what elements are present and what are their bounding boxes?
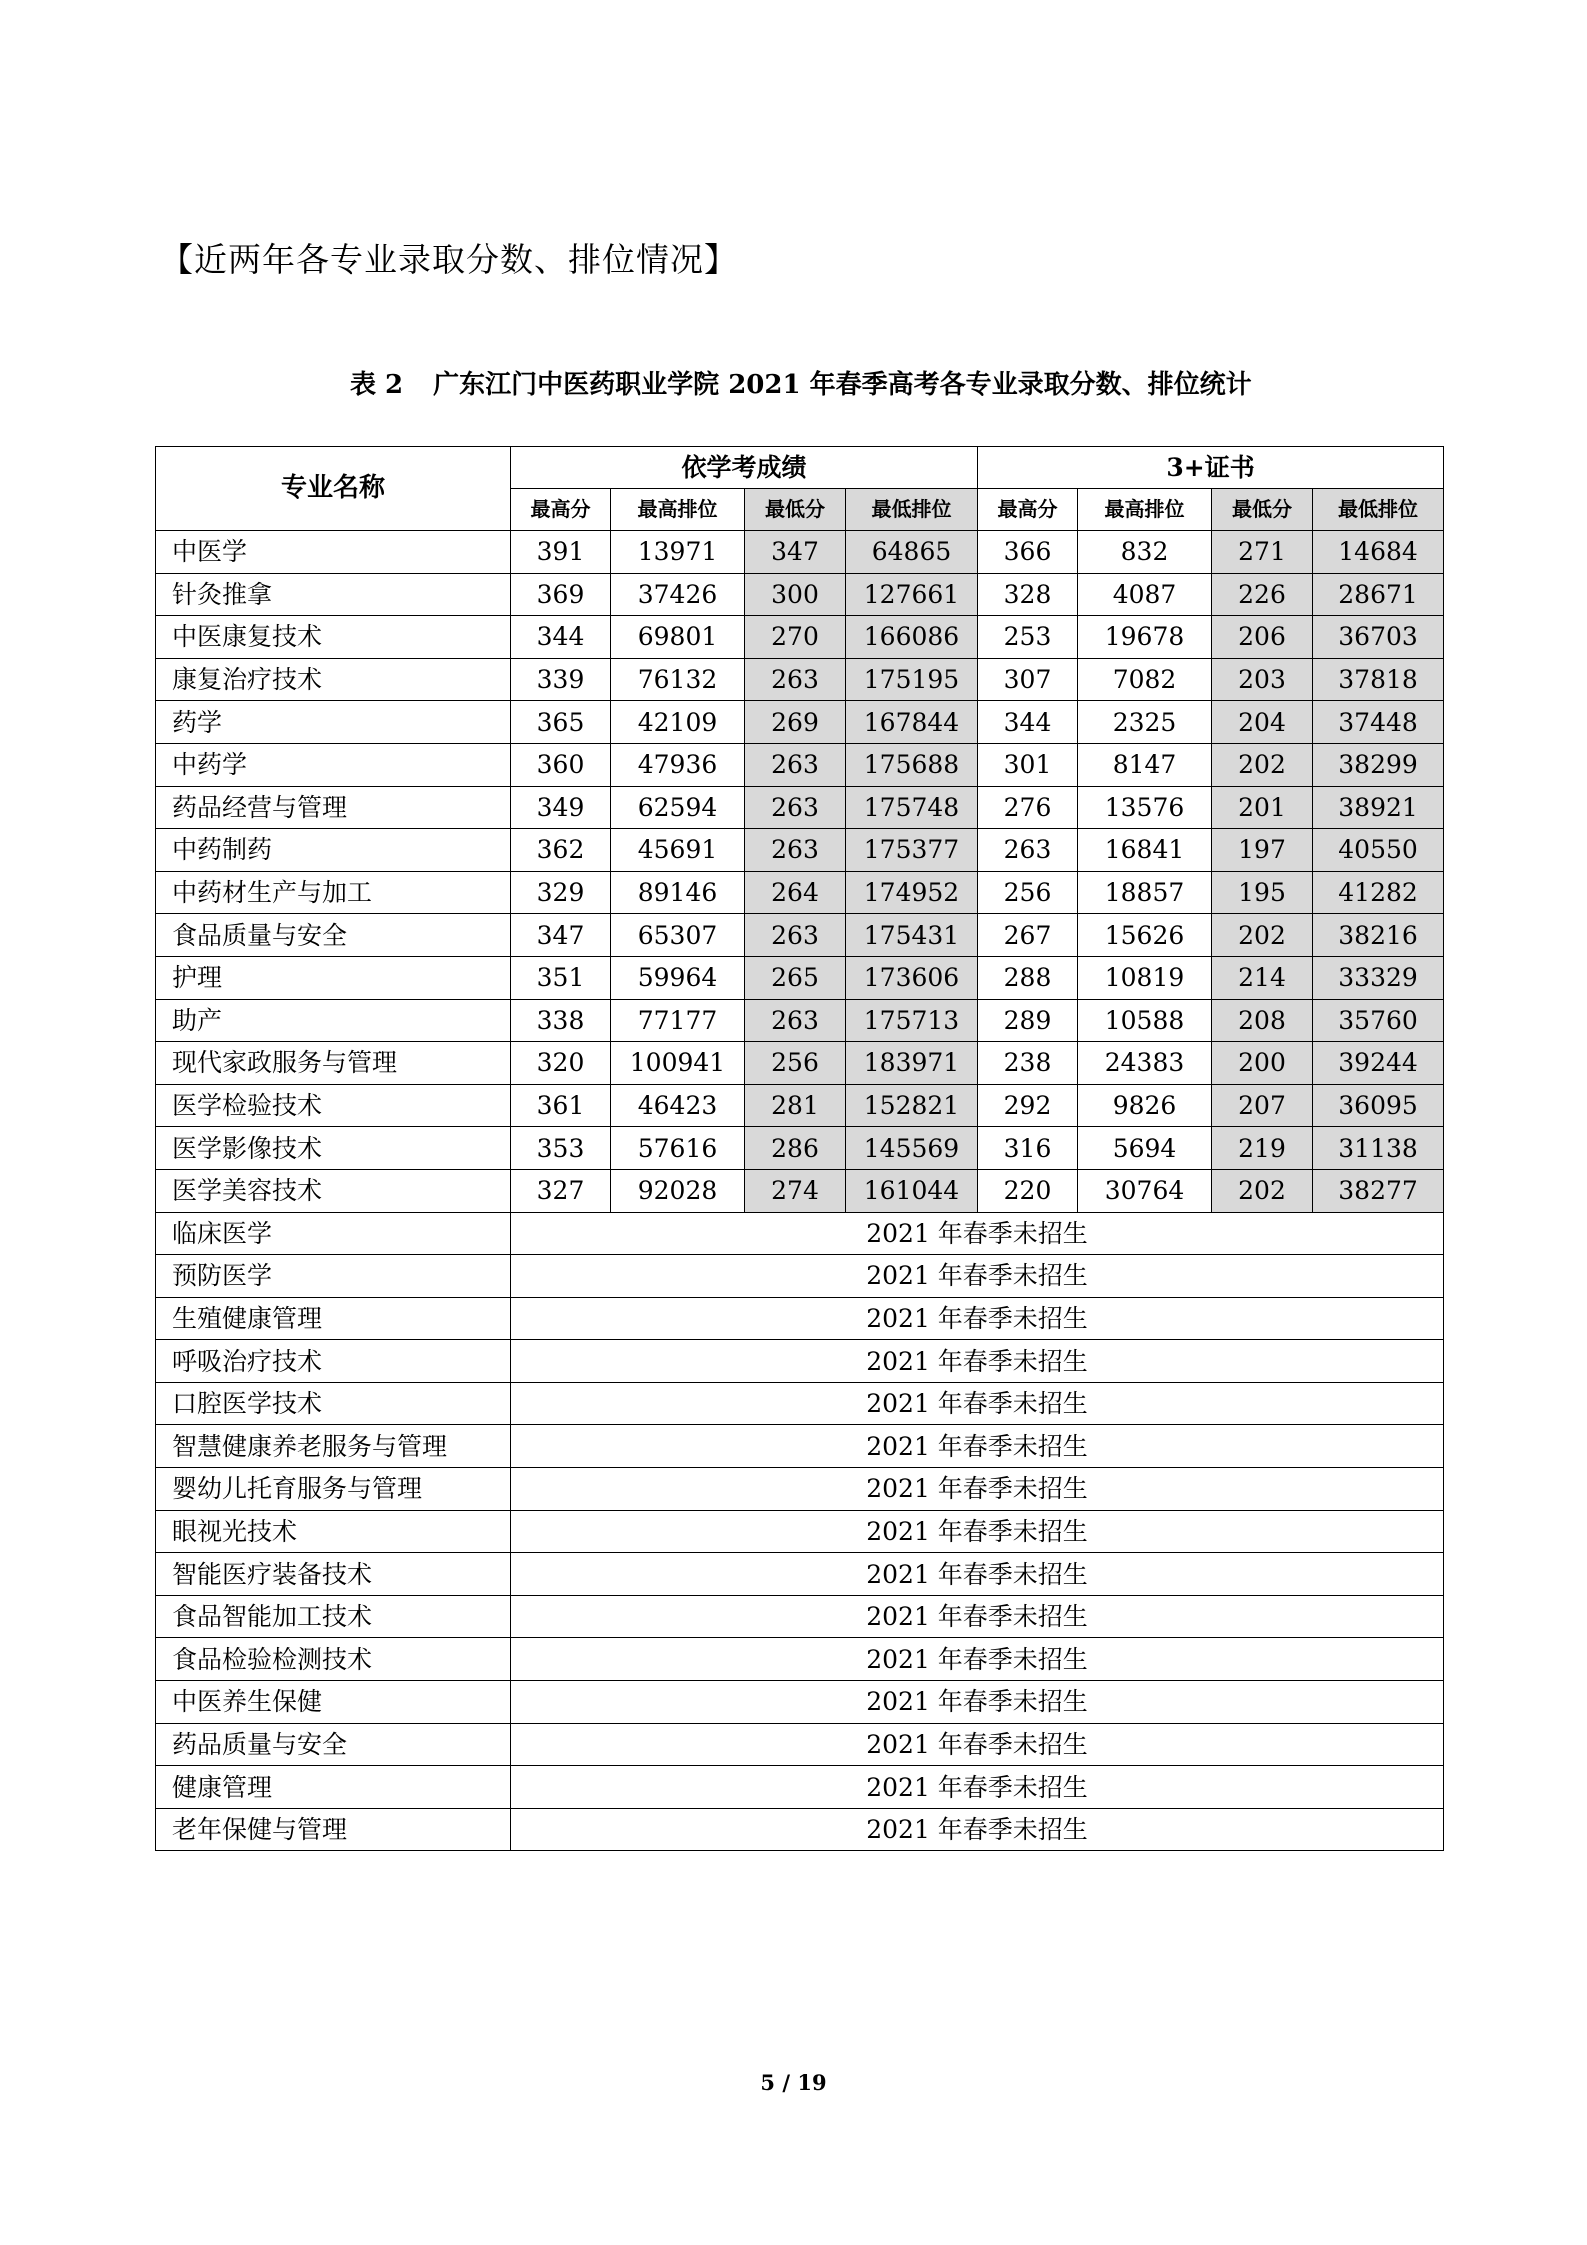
major-name-cell: 护理: [156, 956, 511, 999]
score-cell: 175688: [846, 743, 978, 786]
score-cell: 292: [978, 1084, 1078, 1127]
score-cell: 361: [511, 1084, 611, 1127]
table-row: [156, 573, 1444, 616]
score-cell: 369: [511, 573, 611, 616]
score-cell: 214: [1212, 956, 1313, 999]
score-cell: 202: [1212, 914, 1313, 957]
not-recruited-note: 2021 年春季未招生: [511, 1510, 1444, 1553]
score-cell: 8147: [1078, 743, 1212, 786]
major-name-cell: 药学: [156, 701, 511, 744]
score-cell: 327: [511, 1169, 611, 1212]
score-cell: 7082: [1078, 658, 1212, 701]
not-recruited-note: 2021 年春季未招生: [511, 1553, 1444, 1596]
score-cell: 320: [511, 1042, 611, 1085]
section-heading: 【近两年各专业录取分数、排位情况】: [160, 240, 738, 279]
not-recruited-note: 2021 年春季未招生: [511, 1468, 1444, 1511]
score-cell: 832: [1078, 531, 1212, 574]
table-body: [156, 531, 1444, 1851]
score-cell: 42109: [611, 701, 745, 744]
score-cell: 76132: [611, 658, 745, 701]
major-name-cell: 药品质量与安全: [156, 1723, 511, 1766]
score-cell: 100941: [611, 1042, 745, 1085]
score-cell: 347: [511, 914, 611, 957]
score-cell: 175713: [846, 999, 978, 1042]
score-cell: 300: [745, 573, 846, 616]
score-cell: 201: [1212, 786, 1313, 829]
major-name-cell: 中医学: [156, 531, 511, 574]
table-row-not-recruited: [156, 1638, 1444, 1681]
major-name-cell: 食品质量与安全: [156, 914, 511, 957]
major-name-header: 专业名称: [156, 447, 511, 531]
score-cell: 38921: [1313, 786, 1444, 829]
score-cell: 174952: [846, 871, 978, 914]
score-cell: 89146: [611, 871, 745, 914]
major-name-cell: 呼吸治疗技术: [156, 1340, 511, 1383]
score-cell: 40550: [1313, 829, 1444, 872]
score-cell: 360: [511, 743, 611, 786]
not-recruited-note: 2021 年春季未招生: [511, 1808, 1444, 1851]
subheader-max-rank: 最高排位: [1078, 489, 1212, 531]
score-cell: 204: [1212, 701, 1313, 744]
score-cell: 276: [978, 786, 1078, 829]
score-cell: 28671: [1313, 573, 1444, 616]
table-row-not-recruited: [156, 1723, 1444, 1766]
score-cell: 175195: [846, 658, 978, 701]
score-cell: 365: [511, 701, 611, 744]
score-cell: 281: [745, 1084, 846, 1127]
table-row: [156, 1169, 1444, 1212]
score-cell: 289: [978, 999, 1078, 1042]
score-cell: 13576: [1078, 786, 1212, 829]
score-cell: 173606: [846, 956, 978, 999]
score-cell: 263: [745, 786, 846, 829]
score-cell: 316: [978, 1127, 1078, 1170]
major-name-cell: 现代家政服务与管理: [156, 1042, 511, 1085]
table-row-not-recruited: [156, 1510, 1444, 1553]
major-name-cell: 婴幼儿托育服务与管理: [156, 1468, 511, 1511]
score-cell: 9826: [1078, 1084, 1212, 1127]
score-cell: 208: [1212, 999, 1313, 1042]
major-name-cell: 康复治疗技术: [156, 658, 511, 701]
major-name-cell: 口腔医学技术: [156, 1382, 511, 1425]
table-row-not-recruited: [156, 1766, 1444, 1809]
score-cell: 263: [745, 999, 846, 1042]
admission-score-table: [155, 446, 1444, 1851]
score-cell: 200: [1212, 1042, 1313, 1085]
table-caption-text: 广东江门中医药职业学院 2021 年春季高考各专业录取分数、排位统计: [433, 370, 1252, 400]
major-name-cell: 中药学: [156, 743, 511, 786]
not-recruited-note: 2021 年春季未招生: [511, 1382, 1444, 1425]
score-cell: 197: [1212, 829, 1313, 872]
score-cell: 263: [978, 829, 1078, 872]
score-cell: 344: [511, 616, 611, 659]
table-caption: [350, 364, 1252, 401]
table-row: [156, 1127, 1444, 1170]
score-cell: 10588: [1078, 999, 1212, 1042]
score-cell: 267: [978, 914, 1078, 957]
score-cell: 166086: [846, 616, 978, 659]
major-name-cell: 中医养生保健: [156, 1681, 511, 1724]
subheader-max-score: 最高分: [978, 489, 1078, 531]
score-cell: 353: [511, 1127, 611, 1170]
table-row: [156, 701, 1444, 744]
table-row: [156, 616, 1444, 659]
score-cell: 288: [978, 956, 1078, 999]
subheader-min-score: 最低分: [1212, 489, 1313, 531]
group-header-certificate: 3+证书: [978, 447, 1444, 489]
not-recruited-note: 2021 年春季未招生: [511, 1766, 1444, 1809]
major-name-cell: 医学影像技术: [156, 1127, 511, 1170]
score-cell: 183971: [846, 1042, 978, 1085]
major-name-cell: 健康管理: [156, 1766, 511, 1809]
table-row: [156, 914, 1444, 957]
score-cell: 270: [745, 616, 846, 659]
score-cell: 33329: [1313, 956, 1444, 999]
score-cell: 195: [1212, 871, 1313, 914]
score-cell: 92028: [611, 1169, 745, 1212]
score-cell: 301: [978, 743, 1078, 786]
major-name-cell: 临床医学: [156, 1212, 511, 1255]
table-row: [156, 871, 1444, 914]
score-cell: 38216: [1313, 914, 1444, 957]
score-cell: 10819: [1078, 956, 1212, 999]
score-cell: 38299: [1313, 743, 1444, 786]
major-name-cell: 助产: [156, 999, 511, 1042]
score-cell: 220: [978, 1169, 1078, 1212]
score-cell: 329: [511, 871, 611, 914]
score-cell: 347: [745, 531, 846, 574]
score-cell: 69801: [611, 616, 745, 659]
major-name-cell: 医学美容技术: [156, 1169, 511, 1212]
score-cell: 265: [745, 956, 846, 999]
score-cell: 238: [978, 1042, 1078, 1085]
subheader-max-rank: 最高排位: [611, 489, 745, 531]
not-recruited-note: 2021 年春季未招生: [511, 1212, 1444, 1255]
score-cell: 37818: [1313, 658, 1444, 701]
score-cell: 15626: [1078, 914, 1212, 957]
major-name-cell: 中药制药: [156, 829, 511, 872]
major-name-cell: 智能医疗装备技术: [156, 1553, 511, 1596]
major-name-cell: 智慧健康养老服务与管理: [156, 1425, 511, 1468]
table-row: [156, 658, 1444, 701]
score-cell: 38277: [1313, 1169, 1444, 1212]
score-cell: 286: [745, 1127, 846, 1170]
score-cell: 152821: [846, 1084, 978, 1127]
table-row: [156, 999, 1444, 1042]
score-cell: 14684: [1313, 531, 1444, 574]
score-cell: 37426: [611, 573, 745, 616]
score-cell: 77177: [611, 999, 745, 1042]
score-cell: 167844: [846, 701, 978, 744]
score-cell: 269: [745, 701, 846, 744]
page-number: 5 / 19: [760, 2070, 827, 2095]
score-cell: 203: [1212, 658, 1313, 701]
score-cell: 36095: [1313, 1084, 1444, 1127]
score-cell: 226: [1212, 573, 1313, 616]
table-row-not-recruited: [156, 1681, 1444, 1724]
score-cell: 391: [511, 531, 611, 574]
score-cell: 256: [745, 1042, 846, 1085]
score-cell: 62594: [611, 786, 745, 829]
major-name-cell: 针灸推拿: [156, 573, 511, 616]
score-cell: 307: [978, 658, 1078, 701]
table-row: [156, 1042, 1444, 1085]
not-recruited-note: 2021 年春季未招生: [511, 1255, 1444, 1298]
score-cell: 366: [978, 531, 1078, 574]
table-caption-label: 表 2: [350, 370, 404, 400]
score-cell: 59964: [611, 956, 745, 999]
table-row-not-recruited: [156, 1340, 1444, 1383]
not-recruited-note: 2021 年春季未招生: [511, 1595, 1444, 1638]
not-recruited-note: 2021 年春季未招生: [511, 1681, 1444, 1724]
table-row-not-recruited: [156, 1808, 1444, 1851]
table-row-not-recruited: [156, 1297, 1444, 1340]
subheader-max-score: 最高分: [511, 489, 611, 531]
score-cell: 2325: [1078, 701, 1212, 744]
score-cell: 263: [745, 829, 846, 872]
major-name-cell: 生殖健康管理: [156, 1297, 511, 1340]
score-cell: 206: [1212, 616, 1313, 659]
table-header-row: [156, 447, 1444, 489]
score-cell: 253: [978, 616, 1078, 659]
not-recruited-note: 2021 年春季未招生: [511, 1297, 1444, 1340]
major-name-cell: 食品检验检测技术: [156, 1638, 511, 1681]
group-header-academic: 依学考成绩: [511, 447, 978, 489]
table-row-not-recruited: [156, 1382, 1444, 1425]
major-name-cell: 预防医学: [156, 1255, 511, 1298]
table-row-not-recruited: [156, 1468, 1444, 1511]
not-recruited-note: 2021 年春季未招生: [511, 1723, 1444, 1766]
score-cell: 5694: [1078, 1127, 1212, 1170]
score-cell: 30764: [1078, 1169, 1212, 1212]
table-row-not-recruited: [156, 1553, 1444, 1596]
score-cell: 47936: [611, 743, 745, 786]
table-row: [156, 956, 1444, 999]
score-cell: 65307: [611, 914, 745, 957]
score-cell: 274: [745, 1169, 846, 1212]
major-name-cell: 药品经营与管理: [156, 786, 511, 829]
major-name-cell: 医学检验技术: [156, 1084, 511, 1127]
score-cell: 39244: [1313, 1042, 1444, 1085]
score-cell: 362: [511, 829, 611, 872]
table-row-not-recruited: [156, 1595, 1444, 1638]
score-cell: 41282: [1313, 871, 1444, 914]
score-cell: 344: [978, 701, 1078, 744]
subheader-min-score: 最低分: [745, 489, 846, 531]
score-cell: 161044: [846, 1169, 978, 1212]
score-cell: 16841: [1078, 829, 1212, 872]
score-cell: 46423: [611, 1084, 745, 1127]
score-cell: 19678: [1078, 616, 1212, 659]
major-name-cell: 中医康复技术: [156, 616, 511, 659]
score-cell: 202: [1212, 743, 1313, 786]
score-cell: 31138: [1313, 1127, 1444, 1170]
score-cell: 219: [1212, 1127, 1313, 1170]
score-cell: 36703: [1313, 616, 1444, 659]
major-name-cell: 中药材生产与加工: [156, 871, 511, 914]
table-row: [156, 743, 1444, 786]
table-row-not-recruited: [156, 1255, 1444, 1298]
score-cell: 339: [511, 658, 611, 701]
score-cell: 263: [745, 743, 846, 786]
score-cell: 263: [745, 658, 846, 701]
score-cell: 338: [511, 999, 611, 1042]
score-cell: 256: [978, 871, 1078, 914]
subheader-min-rank: 最低排位: [846, 489, 978, 531]
score-cell: 35760: [1313, 999, 1444, 1042]
score-cell: 175431: [846, 914, 978, 957]
table-row: [156, 829, 1444, 872]
major-name-cell: 食品智能加工技术: [156, 1595, 511, 1638]
major-name-cell: 老年保健与管理: [156, 1808, 511, 1851]
table-row: [156, 1084, 1444, 1127]
major-name-cell: 眼视光技术: [156, 1510, 511, 1553]
score-cell: 57616: [611, 1127, 745, 1170]
table-row: [156, 786, 1444, 829]
score-cell: 202: [1212, 1169, 1313, 1212]
score-cell: 271: [1212, 531, 1313, 574]
table-row-not-recruited: [156, 1425, 1444, 1468]
table-row-not-recruited: [156, 1212, 1444, 1255]
score-cell: 264: [745, 871, 846, 914]
score-cell: 145569: [846, 1127, 978, 1170]
score-cell: 328: [978, 573, 1078, 616]
not-recruited-note: 2021 年春季未招生: [511, 1425, 1444, 1468]
not-recruited-note: 2021 年春季未招生: [511, 1638, 1444, 1681]
score-cell: 13971: [611, 531, 745, 574]
subheader-min-rank: 最低排位: [1313, 489, 1444, 531]
score-cell: 45691: [611, 829, 745, 872]
score-cell: 263: [745, 914, 846, 957]
score-cell: 349: [511, 786, 611, 829]
score-cell: 64865: [846, 531, 978, 574]
score-cell: 4087: [1078, 573, 1212, 616]
score-cell: 175748: [846, 786, 978, 829]
score-cell: 37448: [1313, 701, 1444, 744]
score-cell: 175377: [846, 829, 978, 872]
not-recruited-note: 2021 年春季未招生: [511, 1340, 1444, 1383]
score-cell: 18857: [1078, 871, 1212, 914]
score-cell: 127661: [846, 573, 978, 616]
score-cell: 24383: [1078, 1042, 1212, 1085]
score-cell: 351: [511, 956, 611, 999]
score-cell: 207: [1212, 1084, 1313, 1127]
table-row: [156, 531, 1444, 574]
